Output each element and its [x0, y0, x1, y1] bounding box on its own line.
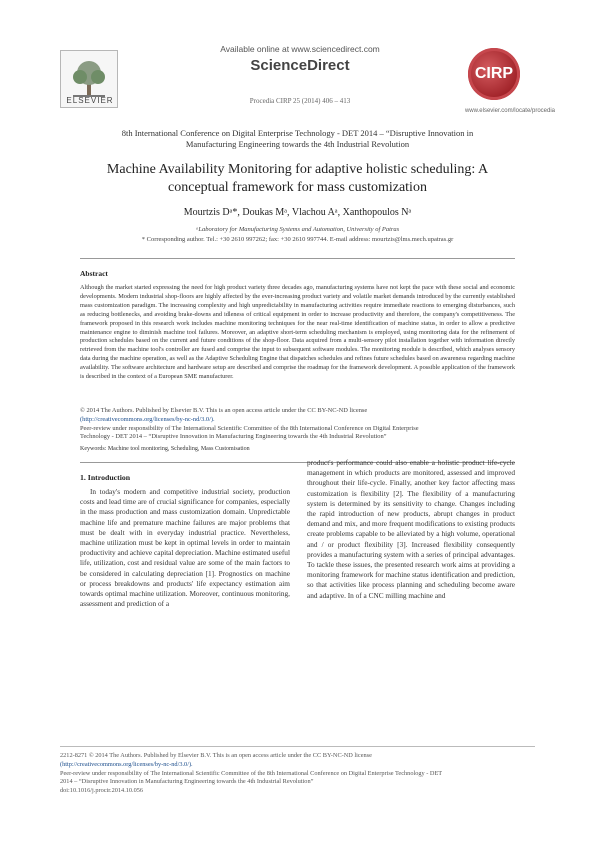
introduction-heading: 1. Introduction	[80, 473, 131, 482]
introduction-right-column	[307, 458, 515, 601]
footer-doi[interactable]: doi:10.1016/j.procir.2014.10.056	[60, 787, 144, 795]
conference-info	[80, 128, 515, 150]
abstract-license-link[interactable]: (http://creativecommons.org/licenses/by-nc-nd/3.0/).	[80, 415, 215, 423]
abstract-top-divider	[80, 258, 515, 259]
available-online-link[interactable]: Available online at www.sciencedirect.com	[220, 44, 380, 54]
footer-license-link[interactable]: (http://creativecommons.org/licenses/by-nc-nd/3.0/).	[60, 760, 193, 768]
abstract-peer-review-1: Peer-review under responsibility of The International Scientific Committee of the 8th International Conference on Digital Enterprise	[80, 424, 419, 432]
page-footer	[60, 752, 535, 796]
journal-homepage-link[interactable]: www.elsevier.com/locate/procedia	[464, 108, 555, 114]
abstract-peer-review-2: Technology - DET 2014 – “Disruptive Innovation in Manufacturing Engineering towards the 4th Industrial Revolution”	[80, 433, 387, 441]
publisher-name: ELSEVIER	[66, 96, 114, 105]
affiliation: ᵃLaboratory for Manufacturing Systems and Automation, University of Patras	[195, 226, 400, 233]
cirp-logo-text: CIRP	[474, 65, 514, 82]
sciencedirect-brand[interactable]: ScienceDirect	[250, 57, 350, 74]
footer-issn: 2212-8271 © 2014 The Authors. Published by Elsevier B.V. This is an open access article under the CC BY-NC-ND license	[60, 752, 372, 759]
abstract-copyright: © 2014 The Authors. Published by Elsevier B.V. This is an open access article under the CC BY-NC-ND license	[80, 407, 368, 414]
corresponding-author: * Corresponding author. Tel.: +30 2610 997262; fax: +30 2610 997744. E-mail address: mourtzis@lms.mech.upatras.gr	[141, 236, 454, 243]
paper-title-line-1: Machine Availability Monitoring for adaptive holistic scheduling: A	[106, 162, 489, 177]
introduction-paragraph-left: In today's modern and competitive industrial society, production costs and lead time are of crucial significance for companies, especially in the mass production and mass customization domain. Unpredictable machine life and premature machine failures are major problems that must be dealt with in everyday industrial practice. Nevertheless, machine utilization must be kept in optimal levels in order to maintain productivity and achieve capital depreciation. Machine estimated useful life, utilization, cost and residual value are some of the main factors to be considered in calculating depreciation [1]. Prognostics on machine or process breakdowns and products' life expectancy estimation aim towards optimal machine utilization. Moreover, continuous monitoring, assessment and prediction of a	[80, 487, 290, 609]
keywords: Keywords: Machine tool monitoring, Scheduling, Mass Customisation	[80, 446, 250, 452]
abstract-license	[80, 407, 515, 442]
conference-line-2: Manufacturing Engineering towards the 4th Industrial Revolution	[185, 139, 410, 149]
paper-title-line-2: conceptual framework for mass customization	[168, 180, 427, 195]
conference-line-1: 8th International Conference on Digital Enterprise Technology - DET 2014 – “Disruptive Innovation in	[121, 128, 474, 138]
introduction-left-column	[80, 487, 290, 609]
footer-divider	[60, 746, 535, 747]
paper-title	[85, 161, 510, 197]
footer-peer-review-2: 2014 – “Disruptive Innovation in Manufacturing Engineering towards the 4th Industrial Revolution”	[60, 778, 314, 786]
abstract-text: Although the market started expressing the need for high product variety three decades ago, manufacturing systems have not kept the pace with these social and economic developments. Modern industrial shop-floors are highly affected by the ever-increasing product variety and volatile market demands introduced by the currently established mass customization paradigm. The increasing complexity and high unpredictability in manufacturing activities require immediate reactions to emerging disturbances, such as reducing bottlenecks, and avoiding brake-downs and idleness of critical equipment in order to increase productivity and therefore, the company's competitiveness. The framework proposed in this research work includes machine monitoring techniques for the near real-time identification of machine status, in order to allow a predictive maintenance engine to diminish machine tool failures. Moreover, an adaptive short-term scheduling mechanism is employed, using monitoring data for the refinement of production schedules based on the current and future conditions of the shop-floor. Data acquired from a multi-sensory pilot installation together with information directly retrieved from the machine tool's controller are fused and comprise the input to subsequent software modules. The monitoring module is described, which analyses sensory data during the machine operation, as well as the Adaptive Scheduling Engine that dispatches schedules and refines future schedules based on awareness regarding machine availability. The software architecture and hardware setup are described and comprise the roadmap for the framework development. A possible application of the framework is described in the context of a European SME manufacturer.	[80, 284, 515, 381]
footer-peer-review-1: Peer-review under responsibility of The International Scientific Committee of the 8th International Conference on Digital Enterprise Technology - DET	[60, 769, 443, 777]
abstract-heading: Abstract	[80, 269, 108, 278]
journal-reference: Procedia CIRP 25 (2014) 406 – 413	[249, 97, 351, 105]
introduction-paragraph-right: product's performance could also enable a holistic product life-cycle management in which products are monitored, assessed and improved throughout their life-cycle. Finally, another key factor affecting mass customization is flexibility [2]. The flexibility of a manufacturing system is determined by its sensitivity to change. Changes including the rapid introduction of new products, abrupt changes in product demand and mix, and more frequent modifications to existing products create problems capable to be alleviated by a high volume, operational and / or product flexibility [3]. Increased flexibility consequently provides a manufacturing system with a series of principal advantages. To tackle these issues, the presented research work aims at providing a monitoring framework for machine status identification and prediction, so that activities like process planning and scheduling become aware and adaptive. In of a CNC milling machine and	[307, 458, 515, 600]
cirp-logo	[468, 48, 520, 100]
author-list: Mourtzis Dᵃ*, Doukas Mᵃ, Vlachou Aᵃ, Xanthopoulos Nᵃ	[183, 207, 412, 218]
